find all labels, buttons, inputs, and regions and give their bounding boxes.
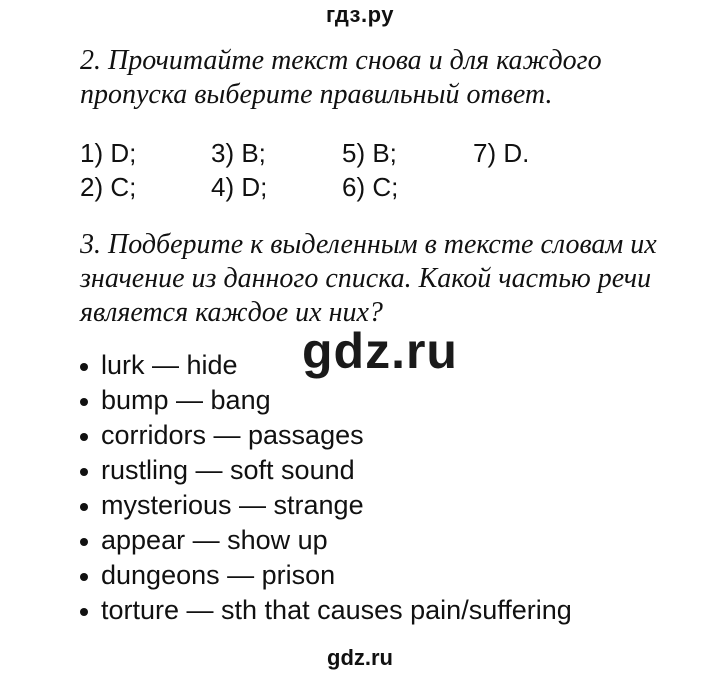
watermark-mid: gdz.ru bbox=[302, 323, 458, 379]
task3-title: 3. Подберите к выделенным в тексте словам их значение из данного списка. Какой частью речи является каждое их них? bbox=[80, 229, 657, 328]
vocab-list bbox=[80, 348, 572, 628]
bullet-icon bbox=[80, 608, 88, 616]
task2-title: 2. Прочитайте текст снова и для каждого пропуска выберите правильный ответ. bbox=[80, 45, 602, 110]
answer-2: 2) C; bbox=[80, 172, 137, 202]
vocab-text: bump — bang bbox=[101, 385, 271, 415]
vocab-text: torture — sth that causes pain/suffering bbox=[101, 595, 572, 625]
footer-watermark: gdz.ru bbox=[327, 645, 393, 670]
list-item bbox=[80, 383, 572, 418]
bullet-icon bbox=[80, 363, 88, 371]
list-item bbox=[80, 488, 572, 523]
list-item bbox=[80, 523, 572, 558]
answer-6: 6) C; bbox=[342, 172, 399, 202]
answer-4: 4) D; bbox=[211, 172, 268, 202]
vocab-text: corridors — passages bbox=[101, 420, 364, 450]
answer-7: 7) D. bbox=[473, 138, 530, 168]
answer-5: 5) B; bbox=[342, 138, 397, 168]
bullet-icon bbox=[80, 468, 88, 476]
bullet-icon bbox=[80, 538, 88, 546]
vocab-text: dungeons — prison bbox=[101, 560, 336, 590]
vocab-text: lurk — hide bbox=[101, 350, 238, 380]
answer-3: 3) B; bbox=[211, 138, 266, 168]
header-watermark: гдз.ру bbox=[326, 2, 394, 27]
list-item bbox=[80, 418, 572, 453]
bullet-icon bbox=[80, 573, 88, 581]
vocab-text: appear — show up bbox=[101, 525, 328, 555]
bullet-icon bbox=[80, 503, 88, 511]
list-item bbox=[80, 558, 572, 593]
task2-answers bbox=[80, 138, 640, 206]
bullet-icon bbox=[80, 398, 88, 406]
list-item bbox=[80, 593, 572, 628]
answer-1: 1) D; bbox=[80, 138, 137, 168]
vocab-text: rustling — soft sound bbox=[101, 455, 355, 485]
bullet-icon bbox=[80, 433, 88, 441]
vocab-text: mysterious — strange bbox=[101, 490, 364, 520]
list-item bbox=[80, 453, 572, 488]
